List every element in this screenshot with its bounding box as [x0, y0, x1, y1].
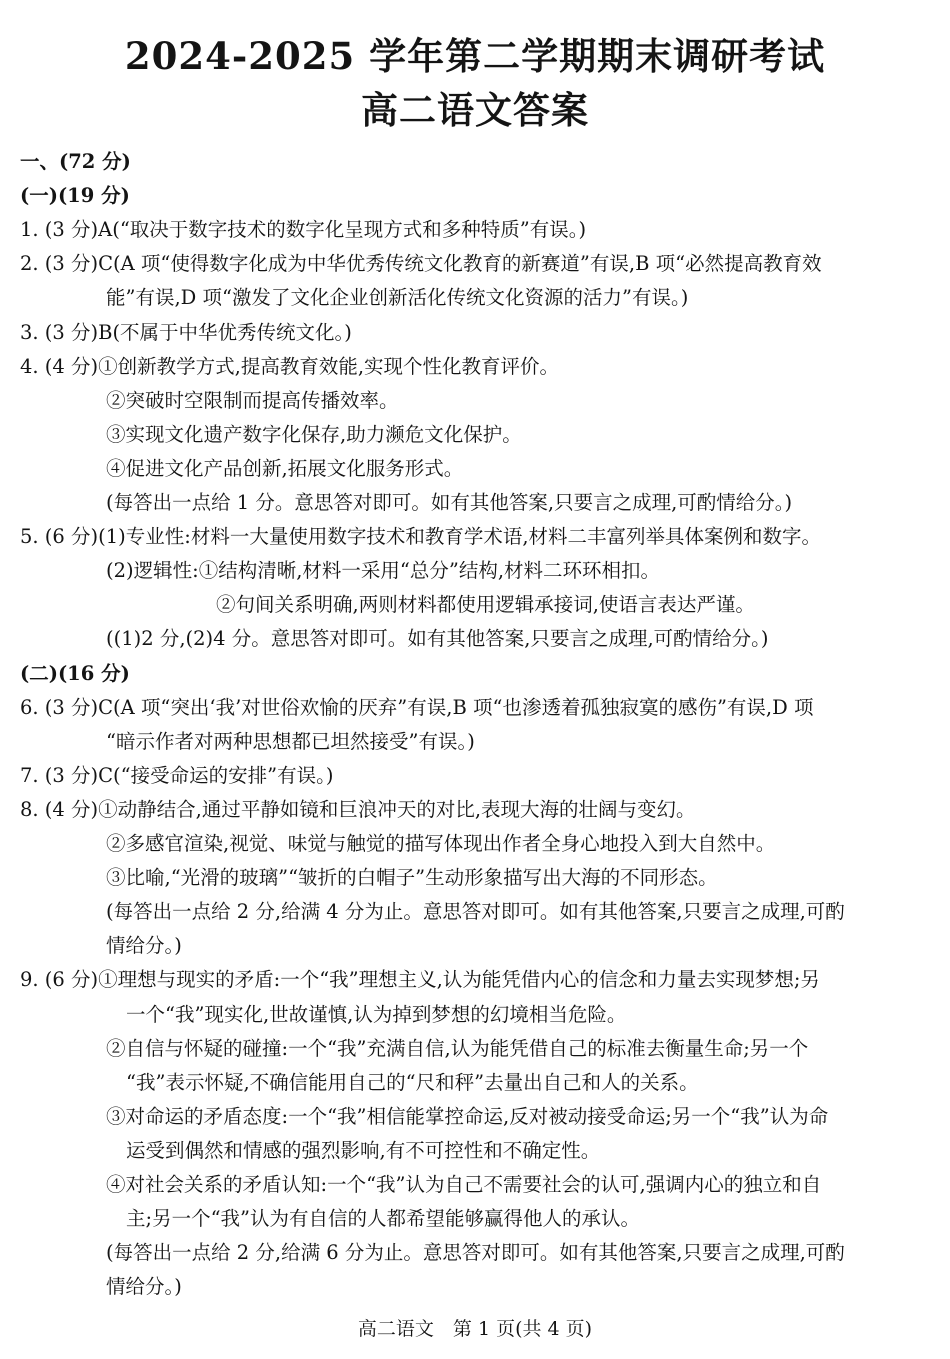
answer-line: 7. (3 分)C(“接受命运的安排”有误。)	[20, 763, 334, 787]
document-subtitle: 高二语文答案	[361, 88, 589, 132]
answer-line: ③对命运的矛盾态度:一个“我”相信能掌控命运,反对被动接受命运;另一个“我”认为命	[106, 1104, 829, 1128]
document-title: 2024-2025 学年第二学期期末调研考试	[124, 34, 826, 78]
section-heading: (一)(19 分)	[20, 184, 130, 208]
page-footer: 高二语文 第 1 页(共 4 页)	[357, 1318, 593, 1340]
answer-line: ②句间关系明确,两则材料都使用逻辑承接词,使语言表达严谨。	[216, 593, 755, 617]
answer-line: 运受到偶然和情感的强烈影响,有不可控性和不确定性。	[126, 1138, 601, 1162]
answer-line: ((1)2 分,(2)4 分。意思答对即可。如有其他答案,只要言之成理,可酌情给分。)	[106, 627, 769, 651]
answer-line: 8. (4 分)①动静结合,通过平静如镜和巨浪冲天的对比,表现大海的壮阔与变幻。	[20, 797, 696, 821]
answer-line: 2. (3 分)C(A 项“使得数字化成为中华优秀传统文化教育的新赛道”有误,B 项“必然提高教育效	[20, 252, 822, 276]
answer-line: “我”表示怀疑,不确信能用自己的“尺和秤”去量出自己和人的关系。	[126, 1070, 699, 1094]
answer-line: 6. (3 分)C(A 项“突出‘我’对世俗欢愉的厌弃”有误,B 项“也渗透着孤独寂寞的感伤”有误,D 项	[20, 695, 814, 719]
answer-line: 情给分。)	[106, 934, 182, 958]
answer-line: 1. (3 分)A(“取决于数字技术的数字化呈现方式和多种特质”有误。)	[20, 218, 587, 242]
answer-line: ④对社会关系的矛盾认知:一个“我”认为自己不需要社会的认可,强调内心的独立和自	[106, 1173, 822, 1196]
answer-line: “暗示作者对两种思想都已坦然接受”有误。)	[106, 729, 475, 753]
section-heading: (二)(16 分)	[20, 661, 130, 685]
answer-line: ④促进文化产品创新,拓展文化服务形式。	[106, 456, 464, 480]
section-heading: 一、(72 分)	[20, 150, 131, 173]
answer-line: 4. (4 分)①创新教学方式,提高教育效能,实现个性化教育评价。	[20, 354, 560, 378]
answer-line: 主;另一个“我”认为有自信的人都希望能够赢得他人的承认。	[126, 1207, 641, 1231]
answer-line: 3. (3 分)B(不属于中华优秀传统文化。)	[20, 320, 352, 344]
answer-line: 5. (6 分)(1)专业性:材料一大量使用数字技术和教育学术语,材料二丰富列举具体案例和数字。	[20, 525, 822, 549]
answer-line: 能”有误,D 项“激发了文化企业创新活化传统文化资源的活力”有误。)	[106, 286, 689, 310]
answer-line: (每答出一点给 2 分,给满 6 分为止。意思答对即可。如有其他答案,只要言之成理,可酌	[106, 1241, 845, 1265]
answer-line: (每答出一点给 2 分,给满 4 分为止。意思答对即可。如有其他答案,只要言之成理,可酌	[106, 900, 845, 924]
answer-line: ②突破时空限制而提高传播效率。	[106, 388, 399, 412]
answer-line: 情给分。)	[106, 1275, 182, 1299]
answer-line: (2)逻辑性:①结构清晰,材料一采用“总分”结构,材料二环环相扣。	[106, 559, 661, 583]
answer-line: (每答出一点给 1 分。意思答对即可。如有其他答案,只要言之成理,可酌情给分。)	[106, 491, 793, 514]
answer-line: ②多感官渲染,视觉、味觉与触觉的描写体现出作者全身心地投入到大自然中。	[106, 832, 776, 855]
answer-line: 一个“我”现实化,世故谨慎,认为掉到梦想的幻境相当危险。	[126, 1002, 627, 1026]
answer-line: ③实现文化遗产数字化保存,助力濒危文化保护。	[106, 422, 522, 446]
answer-line: ②自信与怀疑的碰撞:一个“我”充满自信,认为能凭借自己的标准去衡量生命;另一个	[106, 1036, 809, 1060]
answer-line: 9. (6 分)①理想与现实的矛盾:一个“我”理想主义,认为能凭借内心的信念和力量去实现梦想;另	[20, 968, 820, 992]
answer-line: ③比喻,“光滑的玻璃”“皱折的白帽子”生动形象描写出大海的不同形态。	[106, 866, 718, 890]
